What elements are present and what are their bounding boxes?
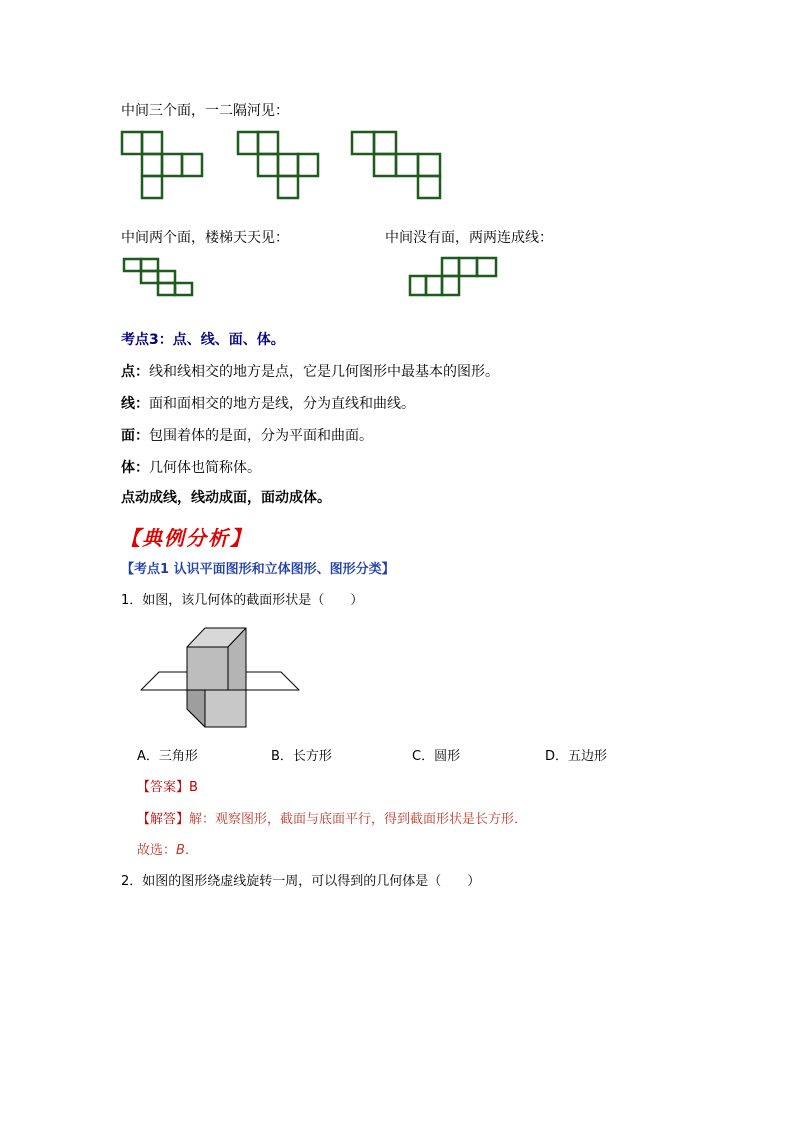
solution-text: 解：观察图形，截面与底面平行，得到截面形状是长方形． <box>189 812 528 827</box>
q1-option-a: A．三角形 <box>137 749 198 764</box>
kaodian3-heading: 考点3：点、线、面、体。 <box>121 332 285 348</box>
q1-option-d: D．五边形 <box>545 749 608 764</box>
point-term: 点： <box>121 364 149 380</box>
solution-tag: 【解答】 <box>137 812 190 827</box>
topic-heading: 【考点1 认识平面图形和立体图形、图形分类】 <box>121 562 395 577</box>
answer-value: B <box>189 780 198 795</box>
section-title: 【典例分析】 <box>120 526 252 550</box>
line-text: 面和面相交的地方是线，分为直线和曲线。 <box>149 396 415 412</box>
q1-solution <box>137 811 527 829</box>
q1-stem: 1．如图，该几何体的截面形状是（ ） <box>121 593 364 608</box>
net-label-middle-two: 中间两个面，楼梯天天见： <box>121 230 289 246</box>
answer-tag: 【答案】 <box>137 780 190 795</box>
summary-line: 点动成线，线动成面，面动成体。 <box>121 490 331 506</box>
point-text: 线和线相交的地方是点，它是几何图形中最基本的图形。 <box>149 364 499 380</box>
conclusion-label: 故选： <box>137 843 177 858</box>
conclusion-value: B． <box>176 843 198 858</box>
solid-text: 几何体也简称体。 <box>149 460 261 476</box>
solid-term: 体： <box>121 460 149 476</box>
q1-option-c: C．圆形 <box>412 749 461 764</box>
net-label-middle-three: 中间三个面，一二隔河见： <box>121 103 289 119</box>
q2-stem: 2．如图的图形绕虚线旋转一周，可以得到的几何体是（ ） <box>121 874 481 889</box>
q1-answer <box>137 779 198 797</box>
q1-conclusion <box>137 842 198 860</box>
net-label-middle-none: 中间没有面，两两连成线： <box>385 230 553 246</box>
line-term: 线： <box>121 396 149 412</box>
q1-option-b: B．长方形 <box>271 749 332 764</box>
face-term: 面： <box>121 428 149 444</box>
face-text: 包围着体的是面，分为平面和曲面。 <box>149 428 373 444</box>
